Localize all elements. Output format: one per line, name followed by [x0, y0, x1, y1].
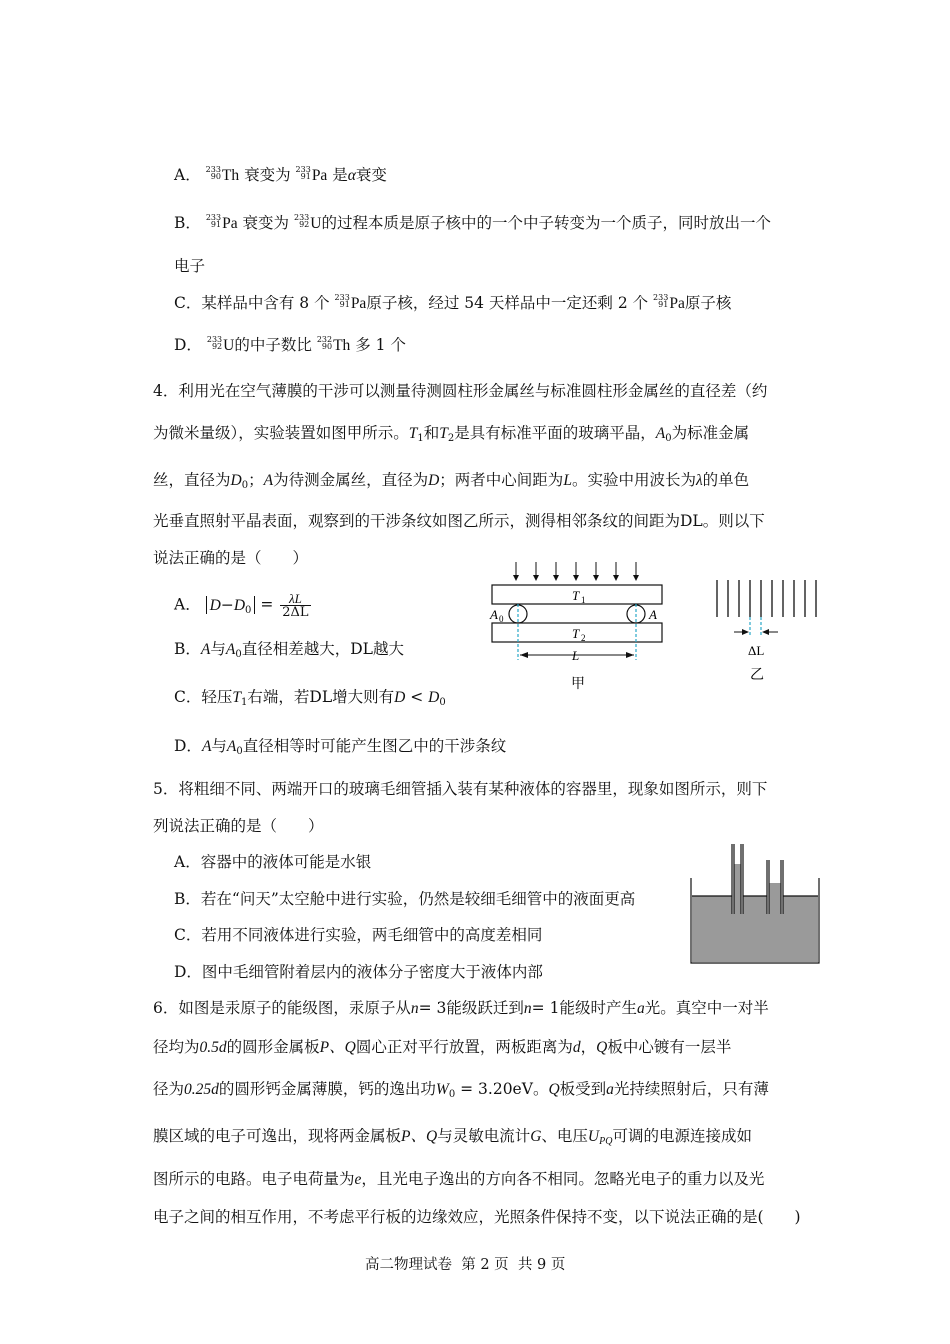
svg-text:0: 0 [499, 614, 504, 624]
q6-line-2: 径均为0.5d的圆形金属板P、Q圆心正对平行放置，两板距离为d，Q板中心镀有一层半 [153, 1038, 732, 1056]
svg-text:ΔL: ΔL [748, 643, 765, 658]
q5-line-2: 列说法正确的是（ ） [153, 817, 324, 835]
q4-option-d: D．A与$A_0$直径相等时可能产生图乙中的干涉条纹 [174, 737, 507, 757]
q3-option-c: C．某样品中含有 8 个 233 91 Pa原子核，经过 54 天样品中一定还剩 2 个 233 91 Pa原子核 [174, 293, 732, 312]
q6-line-5: 图所示的电路。电子电荷量为e，且光电子逸出的方向各不相同。忽略光电子的重力以及光 [153, 1170, 765, 1188]
q4-option-a: A． $D-D_0$ = $\frac{\lambda L}{2\Delta L}$ [174, 591, 309, 620]
svg-text:T: T [572, 588, 580, 603]
page-footer: 高二物理试卷 第 2 页 共 9 页 [365, 1257, 566, 1273]
q5-option-b: B．若在“问天”太空舱中进行实验，仍然是较细毛细管中的液面更高 [174, 890, 636, 908]
q5-line-1: 5．将粗细不同、两端开口的玻璃毛细管插入装有某种液体的容器里，现象如图所示，则下 [153, 780, 768, 798]
nuclide-th233: 233 90 [205, 165, 221, 181]
svg-text:乙: 乙 [750, 668, 764, 683]
q5-option-d: D．图中毛细管附着层内的液体分子密度大于液体内部 [174, 963, 543, 981]
q3-option-d: D． 233 92 U的中子数比 232 90 Th 多 1 个 [174, 335, 406, 354]
q4-line-5: 说法正确的是（ ） [153, 549, 309, 567]
q5-option-a: A．容器中的液体可能是水银 [174, 853, 372, 871]
svg-text:2: 2 [581, 633, 586, 643]
svg-text:T: T [572, 626, 580, 641]
figure-yi-fringes [712, 575, 822, 685]
q3-option-b-cont: 电子 [174, 257, 206, 275]
svg-text:甲: 甲 [571, 677, 585, 692]
q6-line-4: 膜区域的电子可逸出，现将两金属板P、Q与灵敏电流计G、电压$U_{PQ}$可调的电源连接成如 [153, 1127, 752, 1147]
formula-fraction: $\frac{\lambda L}{2\Delta L}$ [282, 591, 309, 620]
figure-capillary-tubes [688, 840, 824, 970]
q4-line-4: 光垂直照射平晶表面，观察到的干涉条纹如图乙所示，测得相邻条纹的间距为DL。则以下 [153, 512, 765, 530]
q6-line-1: 6．如图是汞原子的能级图，汞原子从n= 3能级跃迁到n= 1能级时产生a光。真空中一对半 [153, 999, 769, 1017]
svg-text:L: L [572, 648, 580, 663]
q6-line-6: 电子之间的相互作用，不考虑平行板的边缘效应，光照条件保持不变，以下说法正确的是( ) [153, 1208, 801, 1226]
q4-option-c: C．轻压$T_1$右端，若DL增大则有$D < D_0$ [174, 688, 446, 708]
q3-option-b: B． 233 91 Pa 衰变为 233 92 U的过程本质是原子核中的一个中子转变为一个质子，同时放出一个 [174, 213, 771, 232]
q4-line-2: 为微米量级），实验装置如图甲所示。$T_1$和$T_2$是具有标准平面的玻璃平晶，$A_0$为标准金属 [153, 424, 750, 444]
svg-text:A: A [649, 607, 657, 622]
q3-option-a: A． 233 90 Th 衰变为 233 91 Pa 是α衰变 [174, 165, 387, 184]
q6-line-3: 径为0.25d的圆形钙金属薄膜，钙的逸出功$W_0 = 3.20eV$。Q板受到a光持续照射后，只有薄 [153, 1080, 769, 1100]
q4-line-3: 丝，直径为$D_0$；A为待测金属丝，直径为D；两者中心间距为L。实验中用波长为λ的单色 [153, 471, 750, 491]
q4-line-1: 4．利用光在空气薄膜的干涉可以测量待测圆柱形金属丝与标准圆柱形金属丝的直径差（约 [153, 382, 768, 400]
svg-text:A: A [490, 607, 498, 622]
q4-option-b: B．A与$A_0$直径相差越大，DL越大 [174, 640, 404, 660]
q5-option-c: C．若用不同液体进行实验，两毛细管中的高度差相同 [174, 926, 543, 944]
svg-text:1: 1 [581, 595, 586, 605]
figure-jia-interference-setup [486, 560, 671, 695]
